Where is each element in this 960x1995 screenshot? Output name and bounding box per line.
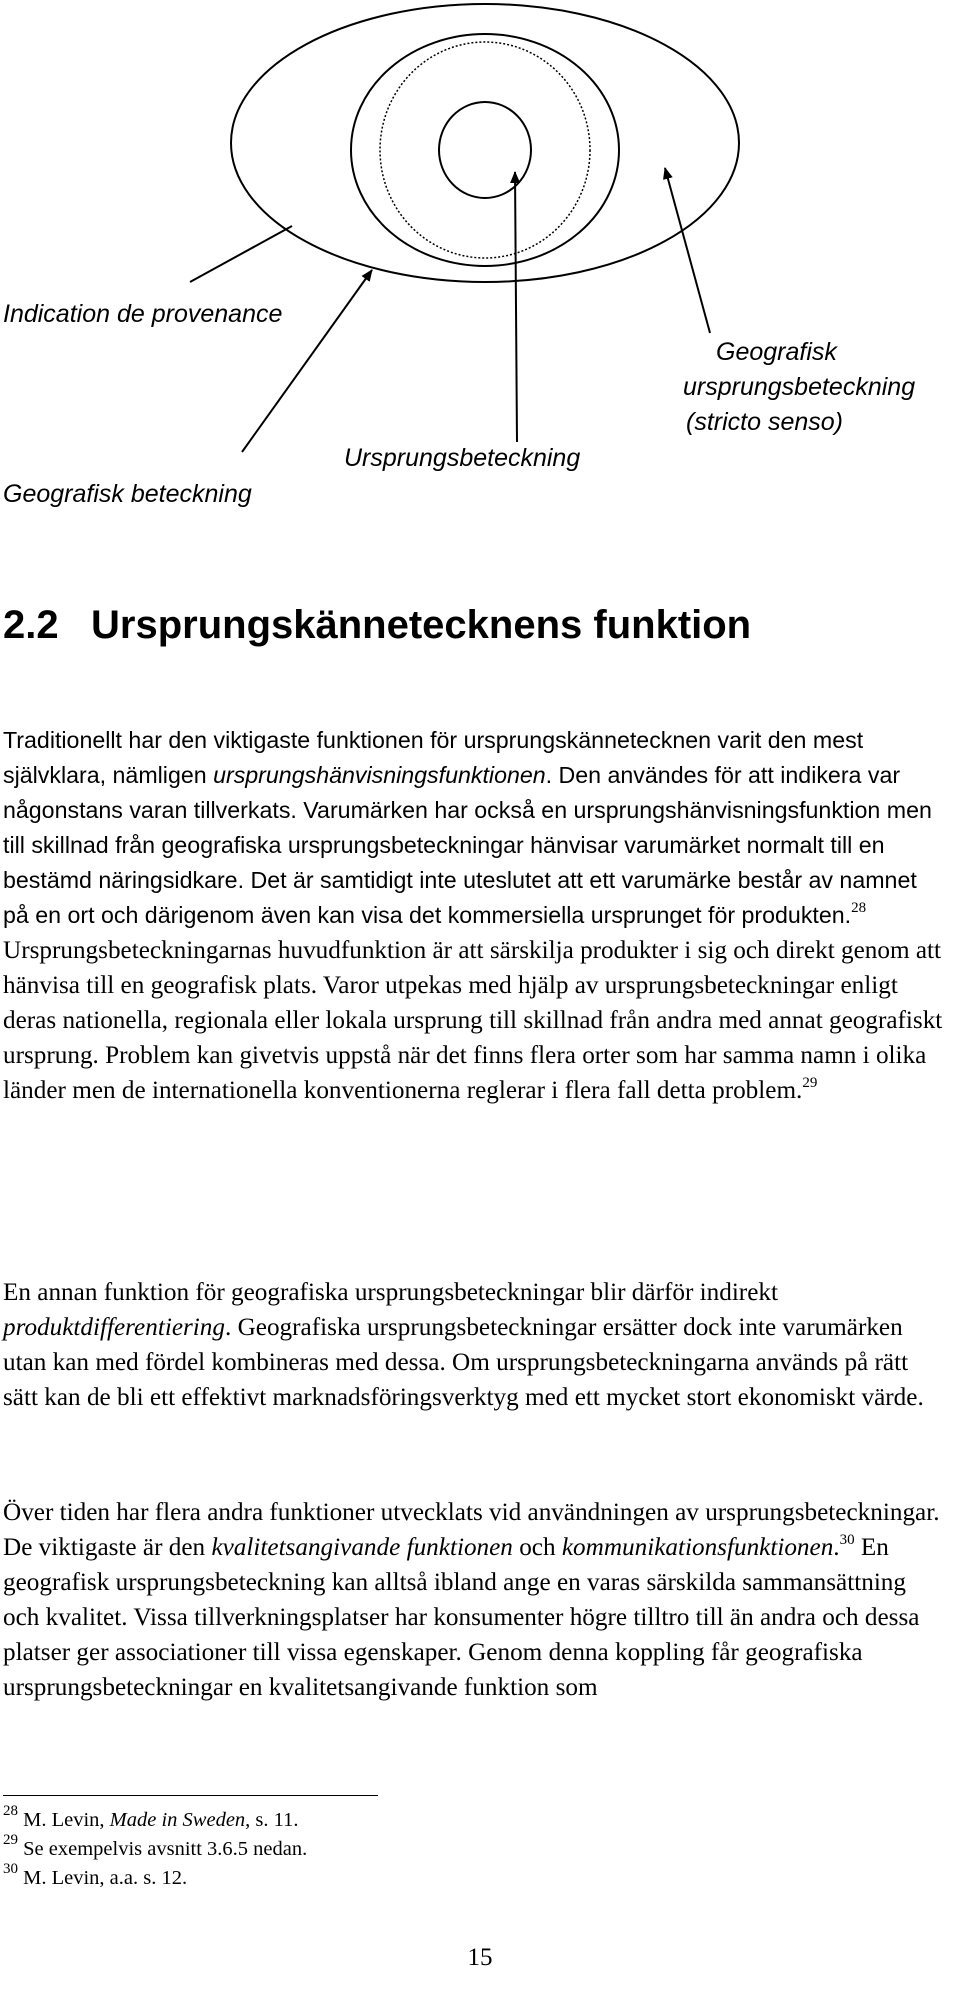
footnote-text: M. Levin, xyxy=(18,1809,110,1831)
label-ursprungsbeteckning: Ursprungsbeteckning xyxy=(344,444,581,472)
footnote-number: 30 xyxy=(3,1861,18,1877)
paragraph-1-serif-text: Ursprungsbeteckningarnas huvudfunktion är att särskilja produkter i sig och direkt genom att hänvisa till en geografisk plats. Varor utpekas med hjälp av ursprungsbeteckningar enligt deras nationella, regionala eller lokala ursprung till skillnad från andra med annat geografiskt ursprung. Problem kan givetvis uppstå när det finns flera orter som har samma namn i olika länder men de internationella konventionerna reglerar i flera fall detta problem. xyxy=(3,937,943,1104)
footnote-number: 28 xyxy=(3,1803,18,1819)
footnote-29 xyxy=(3,1832,308,1864)
arrow-ursprungsbeteckning xyxy=(515,172,517,442)
arrow-indication xyxy=(190,226,292,282)
paragraph-2-text-2: . Geografiska ursprungsbeteckningar ersätter dock inte varumärken utan kan med fördel kombineras med dessa. Om ursprungsbeteckningarna används på rätt sätt kan de bli ett effektivt marknadsföringsverktyg med ett mycket stort ekonomiskt värde. xyxy=(3,1314,924,1411)
label-indication-de-provenance: Indication de provenance xyxy=(3,300,283,328)
middle-ellipse xyxy=(351,34,619,266)
footnote-number: 29 xyxy=(3,1832,18,1848)
footnote-text-end: , s. 11. xyxy=(245,1809,299,1831)
paragraph-3-text-3: . xyxy=(833,1534,840,1561)
paragraph-3-text-1: Över tiden har flera andra funktioner utvecklats vid användningen av ursprungsbeteckningar. De viktigaste är den xyxy=(3,1499,940,1561)
paragraph-1-emphasis: ursprungshänvisningsfunktionen xyxy=(213,762,546,788)
section-heading xyxy=(3,595,751,655)
section-title: Ursprungskännetecknens funktion xyxy=(91,603,752,647)
paragraph-3-emphasis-1: kvalitetsangivande funktionen xyxy=(211,1534,513,1561)
footnote-text: Se exempelvis avsnitt 3.6.5 nedan. xyxy=(18,1838,308,1860)
dotted-ellipse xyxy=(380,42,590,258)
paragraph-3-text-2: och xyxy=(512,1534,562,1561)
paragraph-3 xyxy=(3,1495,943,1705)
outer-ellipse xyxy=(231,4,739,282)
footnote-30 xyxy=(3,1861,307,1893)
label-stricto-line3: (stricto senso) xyxy=(686,408,843,436)
paragraph-1 xyxy=(3,723,943,1108)
footnote-28 xyxy=(3,1803,307,1835)
paragraph-2-emphasis: produktdifferentiering xyxy=(3,1314,225,1341)
arrow-stricto xyxy=(665,168,710,333)
paragraph-1-sans-sentence-2: . Den användes för att indikera var någonstans varan tillverkats. Varumärken har också en ursprungshänvisningsfunktion men till skillnad från geografiska ursprungsbeteckningar hänvisar varumärket normalt till en bestämd näringsidkare. Det är samtidigt inte uteslutet att ett varumärke består av namnet på en ort och därigenom även kan visa det kommersiella ursprunget för produkten. xyxy=(3,762,932,928)
footnote-ref-29: 29 xyxy=(802,1075,818,1091)
footnote-separator xyxy=(3,1795,378,1796)
paragraph-2 xyxy=(3,1275,943,1415)
paragraph-3-text-4: En geografisk ursprungsbeteckning kan alltså ibland ange en varas särskilda sammansättning och kvalitet. Vissa tillverkningsplatser har konsumenter högre tilltro till än andra och dessa platser ger associationer till vissa egenskaper. Genom denna koppling får geografiska ursprungsbeteckningar en kvalitetsangivande funktion som xyxy=(3,1534,920,1701)
paragraph-2-text-1: En annan funktion för geografiska ursprungsbeteckningar blir därför indirekt xyxy=(3,1279,778,1306)
page-number: 15 xyxy=(467,1944,493,1971)
section-number: 2.2 xyxy=(3,603,59,647)
paragraph-1-sans-sentence-1: Traditionellt har den viktigaste funktionen för ursprungskännetecknen varit den mest självklara, nämligen xyxy=(3,727,864,788)
label-stricto-line1: Geografisk xyxy=(716,338,837,366)
footnote-ref-30: 30 xyxy=(839,1532,855,1548)
paragraph-3-emphasis-2: kommunikationsfunktionen xyxy=(561,1534,834,1561)
footnote-emphasis: Made in Sweden xyxy=(109,1809,246,1831)
label-geografisk-beteckning: Geografisk beteckning xyxy=(3,480,252,508)
footnote-text: M. Levin, a.a. s. 12. xyxy=(18,1867,188,1889)
footnote-ref-28: 28 xyxy=(851,900,867,916)
inner-ellipse xyxy=(439,102,531,198)
label-stricto-line2: ursprungsbeteckning xyxy=(683,373,916,401)
footnote-list xyxy=(3,1803,308,1893)
